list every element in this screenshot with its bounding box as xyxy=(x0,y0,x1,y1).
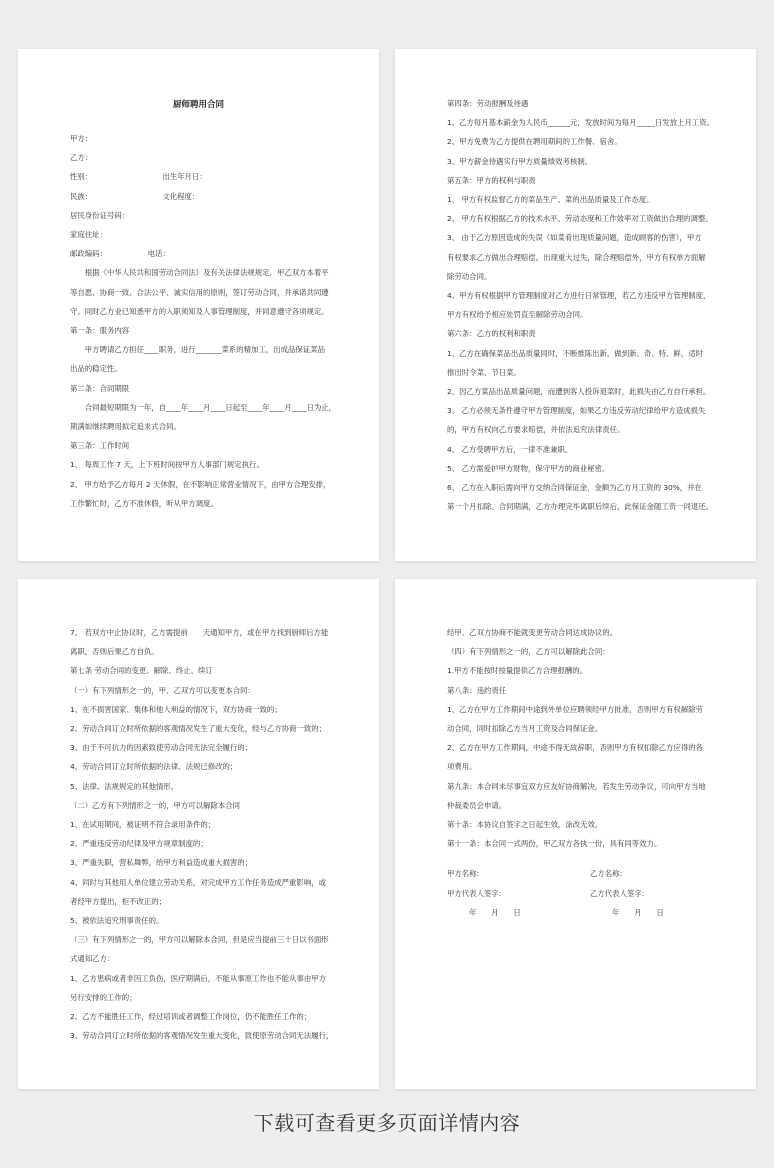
text-line: 第九条：本合同未尽事宜双方应友好协商解决，若发生劳动争议，可向甲方当地 xyxy=(447,781,706,791)
text-line: 4、甲方有权根据甲方管理制度对乙方进行日常管理，若乙方违反甲方管理制度， xyxy=(447,291,711,301)
text-line: 项费用。 xyxy=(447,762,477,772)
text-line: 1、 每周工作 7 天，上下班时间按甲方人事部门规定执行。 xyxy=(70,460,264,470)
text-line: 第五条：甲方的权利与职责 xyxy=(447,175,536,185)
text-line: 6、 乙方在入职后需向甲方交纳合同保证金，金额为乙方月工资的 30%，并在 xyxy=(447,483,702,493)
text-line: 第七条 劳动合同的变更、解除、终止、续订 xyxy=(70,666,213,676)
text-line: 居民身份证号码： xyxy=(70,210,130,220)
text-line: 2、乙方在甲方工作期间，中途不得无故辞职，否则甲方有权扣除乙方应得的各 xyxy=(447,743,703,753)
text-line: 2、 甲方有权根据乙方的技术水平、劳动态度和工作效率对工资做出合理的调整。 xyxy=(447,214,713,224)
text-line: 5、 乙方需爱护甲方财物，保守甲方的商业秘密。 xyxy=(447,463,610,473)
party-b-signature xyxy=(590,864,664,922)
page-4-body xyxy=(447,623,728,853)
party-a-date: 年 月 日 xyxy=(469,907,521,917)
text-line: 1、乙方在甲方工作期间中途到外单位应聘须经甲方批准，否则甲方有权解除劳 xyxy=(447,704,703,714)
text-line: 7、 若双方中止协议时，乙方需提前 天通知甲方，或在甲方找到厨师后方能 xyxy=(70,628,329,637)
signature-block xyxy=(447,864,728,964)
text-line: 第八条：违约责任 xyxy=(447,685,507,695)
text-line: 1、在试用期间，被证明不符合录用条件的； xyxy=(70,820,216,830)
text-line: 的，甲方有权向乙方要求赔偿，并依法追究法律责任。 xyxy=(447,425,625,435)
text-line: （三）有下列情形之一的，甲方可以解除本合同，但是应当提前三十日以书面形 xyxy=(70,935,329,945)
text-line: 1、乙方每月基本薪金为人民币______元，发放时间为每月_____日发放上月工资。 xyxy=(447,118,715,128)
text-line: 家庭住址： xyxy=(70,230,107,240)
text-line: 1、乙方患病或者非因工负伤，医疗期满后，不能从事原工作也不能从事由甲方 xyxy=(70,973,326,983)
contract-page-1 xyxy=(18,49,379,561)
text-line: 5、被依法追究刑事责任的。 xyxy=(70,916,164,926)
text-line: 2、甲方免费为乙方提供在聘用期间的工作餐、宿舍。 xyxy=(447,137,622,147)
text-line: 4、 乙方受聘甲方后，一律不准兼职。 xyxy=(447,444,573,454)
contract-page-4 xyxy=(395,579,756,1089)
text-line: 第四条：劳动报酬及待遇 xyxy=(447,99,529,108)
party-b-date: 年 月 日 xyxy=(612,907,664,917)
text-line: （二）乙方有下列情形之一的，甲方可以解除本合同 xyxy=(70,800,240,810)
text-line: 4、同时与其他用人单位建立劳动关系，对完成甲方工作任务造成严重影响，或 xyxy=(70,877,326,887)
page-1-body xyxy=(70,129,349,513)
text-line: 3、劳动合同订立时所依据的客观情况发生重大变化，致使原劳动合同无法履行， xyxy=(70,1031,334,1041)
text-line: 2、因乙方菜品出品质量问题，而遭到客人投诉退菜时，此损失由乙方自行承担。 xyxy=(447,387,711,397)
text-line: 甲方： xyxy=(70,134,93,143)
text-line: 守。同时乙方业已知悉甲方的入职须知及人事管理制度，并同意遵守各项规定。 xyxy=(70,306,329,316)
text-line: 1.甲方不能按时按量提供乙方合理报酬的。 xyxy=(447,666,588,676)
text-line: 2、乙方不能胜任工作，经过培训或者调整工作岗位，仍不能胜任工作的； xyxy=(70,1012,312,1022)
party-b-rep-label: 乙方代表人签字: xyxy=(590,888,645,898)
text-line: 1、 甲方有权监督乙方的菜品生产、菜的出品质量及工作态度。 xyxy=(447,195,654,205)
contract-title: 厨师聘用合同 xyxy=(172,100,224,110)
text-line: 民族： 文化程度： xyxy=(70,191,200,201)
text-line: 第三条：工作时间 xyxy=(70,441,130,451)
page-2-body xyxy=(447,94,728,516)
text-line: 2、 甲方给予乙方每月 2 天休假，在不影响正常营业情况下，由甲方合理安排， xyxy=(70,479,331,489)
text-line: 者经甲方提出，拒不改正的； xyxy=(70,896,167,906)
text-line: 出品的稳定性。 xyxy=(70,364,122,374)
text-line: 第一个月扣除。合同期满，乙方办理完毕离职后续后，此保证金随工资一同退还。 xyxy=(447,502,714,512)
text-line: 3、严重失职，营私舞弊，给甲方利益造成重大损害的； xyxy=(70,858,253,868)
text-line: 2、严重违反劳动纪律及甲方规章制度的； xyxy=(70,839,208,849)
text-line: （四）有下列情形之一的，乙方可以解除此合同： xyxy=(447,647,610,657)
text-line: 等自愿、协商一致、合法公平、诚实信用的原则，签订劳动合同，并承诺共同遵 xyxy=(70,287,329,297)
contract-page-2 xyxy=(395,49,756,561)
text-line: 推出时令菜、节日菜。 xyxy=(447,367,521,377)
text-line: 工作繁忙时，乙方不准休假，听从甲方调度。 xyxy=(70,498,218,508)
text-line: 5、法律、法规规定的其他情形。 xyxy=(70,781,179,791)
text-line: 第一条：服务内容 xyxy=(70,326,130,336)
text-line: 有权要求乙方做出合理赔偿。出现重大过失，除合理赔偿外，甲方有权单方面解 xyxy=(447,252,706,262)
text-line: 离职，否则后果乙方自负。 xyxy=(70,647,159,657)
text-line: 第十一条：本合同一式两份，甲乙双方各执一份，具有同等效力。 xyxy=(447,839,662,849)
text-line: 经甲、乙双方协商不能就变更劳动合同达成协议的。 xyxy=(447,628,617,637)
text-line: 3、 由于乙方原因造成的失误（如菜肴出现质量问题，造成顾客的伤害），甲方 xyxy=(447,233,702,243)
page-3-body xyxy=(70,623,349,1045)
text-line: 1、乙方在确保菜品出品质量同时，不断推陈出新，做到新、奇、特、鲜，适时 xyxy=(447,348,703,358)
text-line: 3、由于不可抗力的因素致使劳动合同无法完全履行的； xyxy=(70,743,253,753)
text-line: 甲方有权给予相应处罚直至解除劳动合同。 xyxy=(447,310,588,320)
party-b-name-label: 乙方名称: xyxy=(590,869,623,879)
contract-page-3 xyxy=(18,579,379,1089)
text-line: 除劳动合同。 xyxy=(447,271,492,281)
text-line: 另行安排的工作的； xyxy=(70,992,137,1002)
text-line: 甲方聘请乙方担任____职务，进行_______菜系的精加工，出成品保证菜品 xyxy=(70,345,325,355)
text-line: 期满如继续聘用拟定追求式合同。 xyxy=(70,422,181,432)
text-line: 2、劳动合同订立时所依据的客观情况发生了重大变化，经与乙方协商一致的； xyxy=(70,724,326,734)
text-line: 第二条：合同期限 xyxy=(70,383,130,393)
text-line: 第六条：乙方的权利和职责 xyxy=(447,329,536,339)
text-line: 第十条：本协议自签字之日起生效，涂改无效。 xyxy=(447,820,603,830)
text-line: 合同最短期限为一年，自____年____月____日起至____年____月____日为止， xyxy=(70,402,337,412)
text-line: 邮政编码： 电话： xyxy=(70,249,170,259)
text-line: 乙方： xyxy=(70,153,93,163)
text-line: 1、在不损害国家、集体和他人利益的情况下，双方协商一致的； xyxy=(70,704,282,714)
text-line: 性别： 出生年月日： xyxy=(70,172,207,182)
text-line: 根据《中华人民共和国劳动合同法》及有关法律法规规定，甲乙双方本着平 xyxy=(70,268,329,278)
text-line: 式通知乙方： xyxy=(70,954,115,964)
text-line: 3、甲方薪金待遇实行甲方质量绩效考核制。 xyxy=(447,156,593,166)
party-a-signature xyxy=(447,864,521,922)
party-a-name-label: 甲方名称: xyxy=(447,869,480,879)
text-line: 3、 乙方必须无条件遵守甲方管理制度，如果乙方违反劳动纪律给甲方造成损失 xyxy=(447,406,706,416)
party-a-rep-label: 甲方代表人签字: xyxy=(447,888,502,898)
download-more-caption: 下载可查看更多页面详情内容 xyxy=(253,1111,521,1135)
text-line: 仲裁委员会申请。 xyxy=(447,800,507,810)
text-line: 动合同，同时扣除乙方当月工资及合同保证金。 xyxy=(447,724,603,734)
text-line: 4、劳动合同订立时所依据的法律、法规已修改的； xyxy=(70,762,238,772)
text-line: （一）有下列情形之一的，甲、乙双方可以变更本合同： xyxy=(70,685,255,695)
